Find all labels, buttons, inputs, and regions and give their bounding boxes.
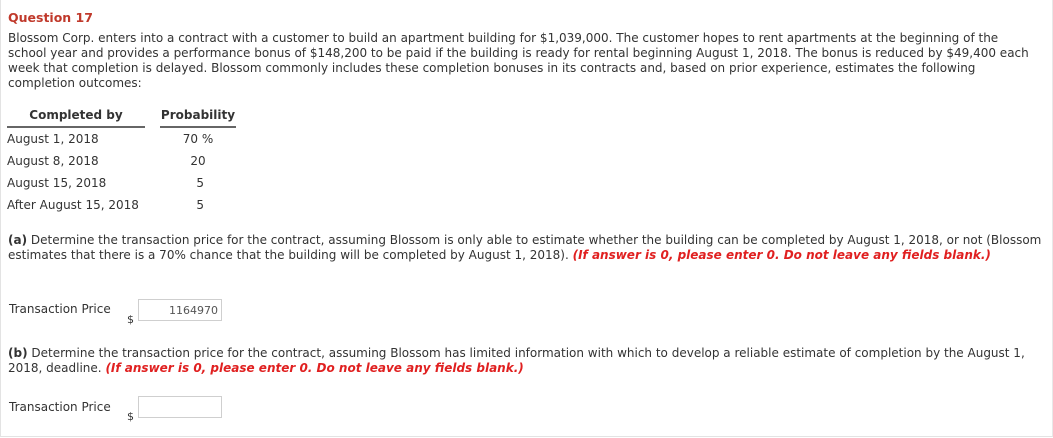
header-completed-by: Completed by xyxy=(7,104,145,127)
row-probability: 20 xyxy=(190,154,206,168)
table-header-row xyxy=(7,104,236,127)
table-row xyxy=(7,194,236,216)
row-probability: 5 xyxy=(196,176,204,190)
part-b-text: Determine the transaction price for the contract, assuming Blossom has limited information with which to develop a reliable estimate of completion by the August 1, 2018, deadline. xyxy=(8,346,1025,375)
table-row xyxy=(7,127,236,150)
part-b-field-label: Transaction Price xyxy=(9,400,111,414)
table-row xyxy=(7,150,236,172)
part-a-transaction-price-input[interactable] xyxy=(138,299,222,321)
row-probability: 70 % xyxy=(182,132,214,146)
part-b-label: (b) xyxy=(8,346,28,360)
row-date: August 8, 2018 xyxy=(7,154,99,168)
table-row xyxy=(7,172,236,194)
part-a-hint: (If answer is 0, please enter 0. Do not leave any fields blank.) xyxy=(572,248,991,262)
row-date: August 1, 2018 xyxy=(7,132,99,146)
part-a-field-label: Transaction Price xyxy=(9,302,111,316)
row-date: After August 15, 2018 xyxy=(7,198,139,212)
row-date: August 15, 2018 xyxy=(7,176,107,190)
question-intro: Blossom Corp. enters into a contract with a customer to build an apartment building for $1,039,000. The customer hopes to rent apartments at the beginning of the school year and provides a performance bonus of $148,200 to be paid if the building is ready for rental beginning August 1, 2018. The bonus is reduced by $49,400 each week that completion is delayed. Blossom commonly includes these completion bonuses in its contracts and, based on prior experience, estimates the following completion outcomes: xyxy=(8,31,1029,90)
completion-outcomes-table xyxy=(7,104,236,216)
part-a-label: (a) xyxy=(8,233,28,247)
part-a-prompt xyxy=(8,233,1043,263)
part-b-currency-symbol: $ xyxy=(127,410,134,423)
part-b-prompt xyxy=(8,346,1043,376)
question-title: Question 17 xyxy=(8,10,93,25)
part-b-hint: (If answer is 0, please enter 0. Do not leave any fields blank.) xyxy=(105,361,524,375)
header-probability: Probability xyxy=(160,104,236,127)
part-b-transaction-price-input[interactable] xyxy=(138,396,222,418)
part-a-currency-symbol: $ xyxy=(127,313,134,326)
row-probability: 5 xyxy=(196,198,204,212)
part-a-text: Determine the transaction price for the contract, assuming Blossom is only able to estimate whether the building can be completed by August 1, 2018, or not (Blossom estimates that there is a 70% chance that the building will be completed by August 1, 2018). xyxy=(8,233,1042,262)
